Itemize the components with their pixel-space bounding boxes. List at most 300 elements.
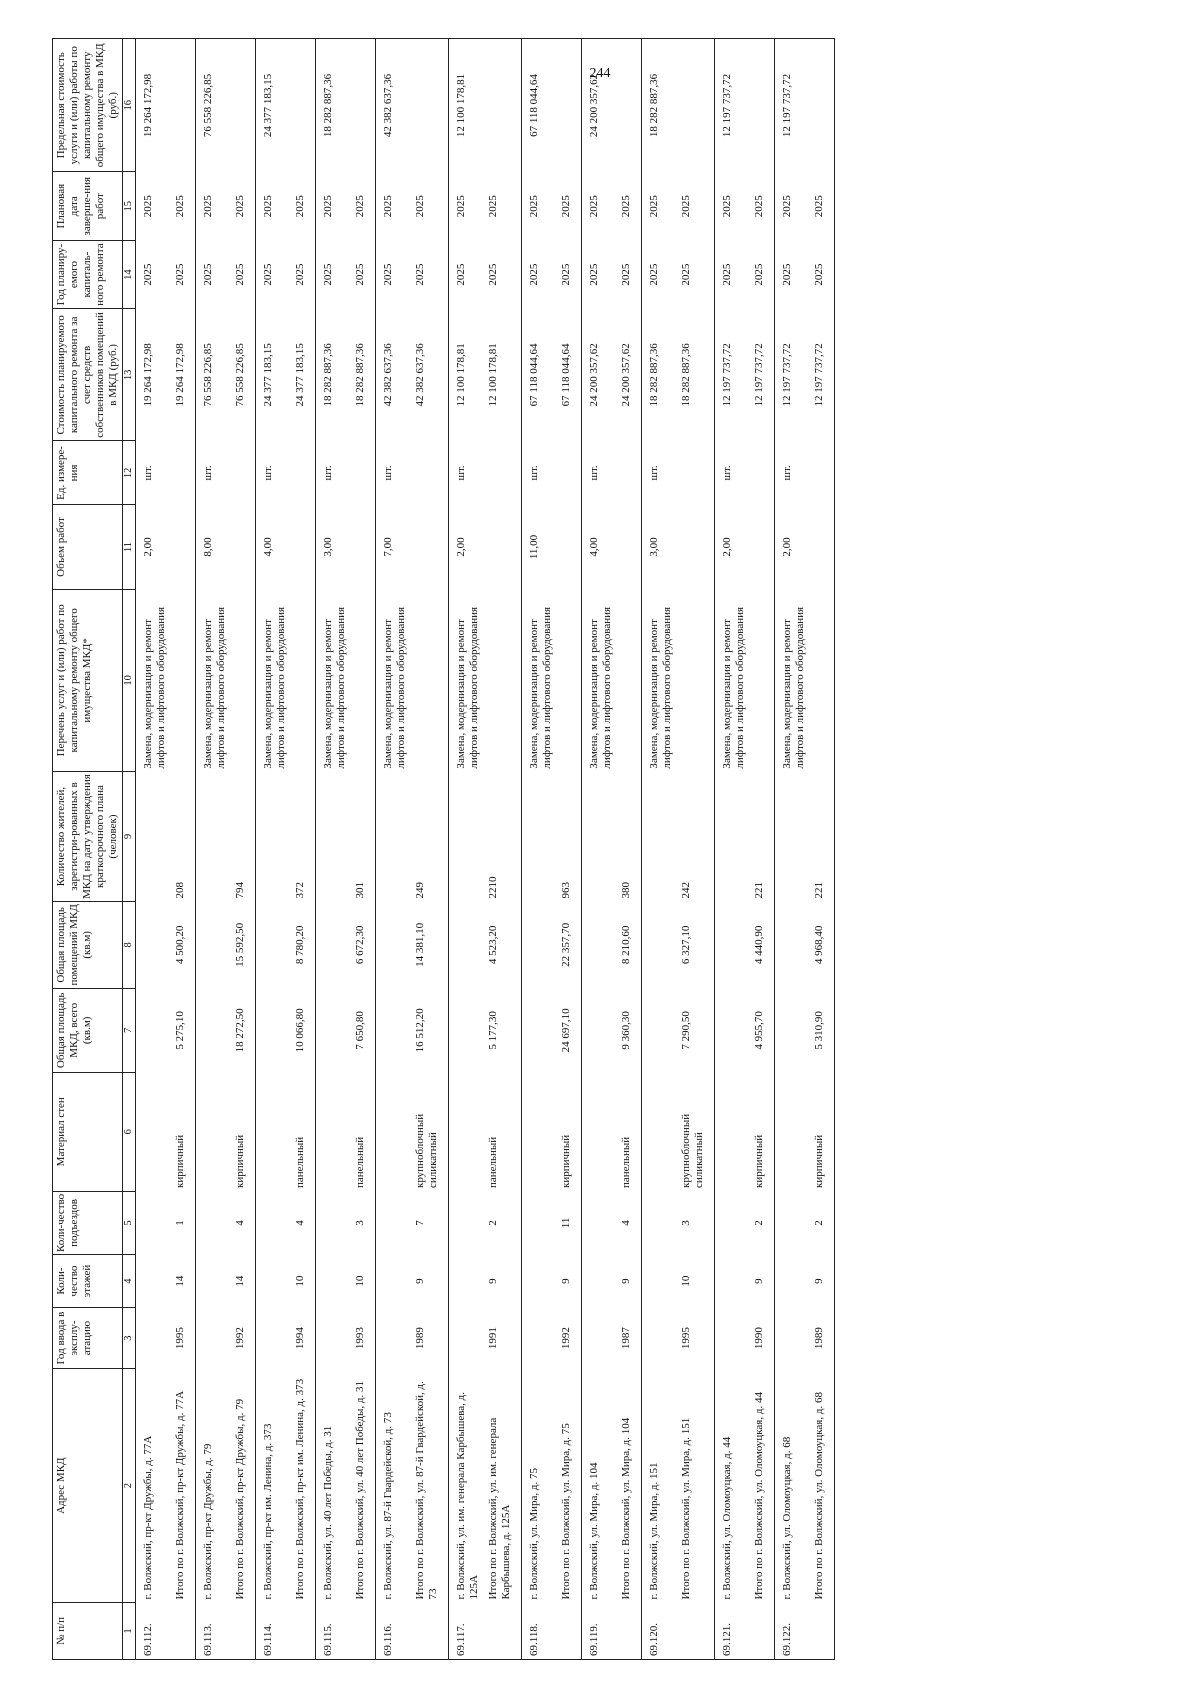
cell-limit-cost: 19 264 172,98 (136, 39, 171, 173)
cell-entrances (775, 1191, 810, 1255)
cell-material (256, 1072, 291, 1191)
cell-material (582, 1072, 617, 1191)
cell-year (715, 1307, 750, 1369)
cell-floors: 10 (354, 1275, 366, 1287)
cell-area-rooms (582, 902, 617, 989)
header-cell: Материал стен (53, 1072, 123, 1191)
cell-limit-cost (410, 39, 449, 173)
cell-work (616, 589, 642, 771)
cell-finish-date: 2025 (174, 195, 186, 218)
cell-year: 1992 (234, 1327, 246, 1350)
cell-number (350, 1603, 376, 1660)
cell-finish-date: 2025 (414, 195, 426, 218)
cell-area-total: 4 955,70 (753, 1011, 765, 1050)
cell-volume: 11,00 (522, 505, 557, 589)
cell-residents: 372 (294, 882, 306, 899)
cell-limit-cost: 18 282 887,36 (642, 39, 677, 173)
cell-year (136, 1307, 171, 1369)
cell-repair-year: 2025 (715, 240, 750, 308)
cell-address: Итого по г. Волжский, ул. Оломоуцкая, д. 68 (809, 1369, 835, 1603)
cell-entrances: 4 (294, 1220, 306, 1226)
header-cell: Ед. измере-ния (53, 441, 123, 505)
column-number: 6 (123, 1072, 136, 1191)
cell-address: Итого по г. Волжский, ул. 40 лет Победы, д. 31 (354, 1381, 366, 1600)
cell-repair-year: 2025 (174, 263, 186, 286)
cell-finish-date: 2025 (680, 195, 692, 218)
cell-volume (483, 505, 522, 589)
cell-entrances (582, 1191, 617, 1255)
cell-material: панельный (354, 1136, 366, 1189)
cell-number (676, 1603, 715, 1660)
cell-residents (775, 772, 810, 902)
cell-unit: шт. (775, 441, 810, 505)
cell-area-rooms: 14 381,10 (414, 922, 426, 967)
cell-year (316, 1307, 351, 1369)
cell-number (170, 1603, 196, 1660)
cell-year (775, 1307, 810, 1369)
cell-limit-cost: 76 558 226,85 (196, 39, 231, 173)
cell-unit (410, 441, 449, 505)
table-body (136, 39, 835, 1660)
cell-unit: шт. (256, 441, 291, 505)
column-number: 2 (123, 1369, 136, 1603)
cell-work: Замена, модернизация и ремонт лифтов и лифтового оборудования (775, 589, 810, 771)
table-row (316, 39, 351, 1660)
cell-finish-date: 2025 (316, 172, 351, 240)
cell-area-total: 9 360,30 (620, 1011, 632, 1050)
table-row-total (350, 39, 376, 1660)
cell-residents (715, 772, 750, 902)
cell-work: Замена, модернизация и ремонт лифтов и лифтового оборудования (376, 589, 411, 771)
cell-unit (749, 441, 775, 505)
cell-repair-year: 2025 (136, 240, 171, 308)
cell-finish-date: 2025 (136, 172, 171, 240)
table-row (196, 39, 231, 1660)
cell-volume (556, 505, 582, 589)
cell-entrances (522, 1191, 557, 1255)
cell-limit-cost (616, 39, 642, 173)
column-number: 8 (123, 902, 136, 989)
cell-unit (556, 441, 582, 505)
cell-unit: шт. (449, 441, 484, 505)
cell-floors (196, 1255, 231, 1307)
cell-entrances: 2 (487, 1220, 499, 1226)
cell-repair-year: 2025 (809, 240, 835, 308)
column-number: 12 (123, 441, 136, 505)
cell-residents (316, 772, 351, 902)
cell-volume: 8,00 (196, 505, 231, 589)
cell-cost: 42 382 637,36 (414, 343, 426, 407)
cell-year: 1987 (620, 1327, 632, 1350)
cell-area-rooms: 4 440,90 (753, 925, 765, 965)
header-cell: Год ввода в эксплу-атацию (53, 1307, 123, 1369)
cell-year: 1991 (487, 1327, 499, 1350)
table-row-total (230, 39, 256, 1660)
header-cell: Общая площадь помещений МКД (кв.м) (53, 902, 123, 989)
cell-cost: 67 118 044,64 (522, 309, 557, 441)
cell-repair-year: 2025 (775, 240, 810, 308)
cell-unit: шт. (522, 441, 557, 505)
cell-material (316, 1072, 351, 1191)
cell-repair-year: 2025 (376, 240, 411, 308)
column-number: 9 (123, 772, 136, 902)
cell-floors: 9 (560, 1278, 572, 1284)
table-row (136, 39, 171, 1660)
cell-area-rooms (522, 902, 557, 989)
cell-material: панельный (620, 1136, 632, 1189)
cell-finish-date: 2025 (522, 172, 557, 240)
cell-work (230, 589, 256, 771)
column-number: 7 (123, 988, 136, 1072)
cell-area-rooms: 8 780,20 (294, 925, 306, 965)
cell-entrances (715, 1191, 750, 1255)
cell-cost: 18 282 887,36 (642, 309, 677, 441)
cell-year (196, 1307, 231, 1369)
cell-finish-date: 2025 (582, 172, 617, 240)
cell-volume (290, 505, 316, 589)
cell-number: 69.117. (449, 1603, 484, 1660)
cell-address: Итого по г. Волжский, ул. Мира, д. 151 (680, 1417, 692, 1600)
cell-unit (230, 441, 256, 505)
cell-number: 69.114. (256, 1603, 291, 1660)
cell-entrances (449, 1191, 484, 1255)
cell-entrances: 2 (753, 1220, 765, 1226)
table-row (582, 39, 617, 1660)
table-row-total (483, 39, 522, 1660)
cell-cost: 18 282 887,36 (680, 343, 692, 407)
column-number-row (123, 39, 136, 1660)
cell-cost: 12 197 737,72 (809, 309, 835, 441)
cell-area-total: 10 066,80 (294, 1008, 306, 1053)
cell-unit (483, 441, 522, 505)
cell-unit (809, 441, 835, 505)
cell-finish-date: 2025 (560, 195, 572, 218)
cell-cost: 18 282 887,36 (316, 309, 351, 441)
cell-volume (809, 505, 835, 589)
cell-floors: 9 (620, 1278, 632, 1284)
cell-residents (582, 772, 617, 902)
cell-limit-cost: 12 197 737,72 (775, 39, 810, 173)
cell-work: Замена, модернизация и ремонт лифтов и лифтового оборудования (196, 589, 231, 771)
cell-residents (136, 772, 171, 902)
cell-work (410, 589, 449, 771)
header-cell: Адрес МКД (53, 1369, 123, 1603)
cell-year: 1989 (809, 1307, 835, 1369)
cell-finish-date: 2025 (620, 195, 632, 218)
cell-floors: 9 (487, 1278, 499, 1284)
cell-residents (522, 772, 557, 902)
cell-cost: 42 382 637,36 (376, 309, 411, 441)
capital-repair-table (52, 38, 835, 1660)
cell-area-rooms (715, 902, 750, 989)
cell-repair-year: 2025 (294, 263, 306, 286)
cell-area-rooms: 4 523,20 (487, 925, 499, 965)
cell-number: 69.120. (642, 1603, 677, 1660)
cell-work (483, 589, 522, 771)
cell-work: Замена, модернизация и ремонт лифтов и лифтового оборудования (136, 589, 171, 771)
cell-material (522, 1072, 557, 1191)
cell-area-total (136, 988, 171, 1072)
rotated-table-container (52, 38, 1144, 1660)
cell-cost: 24 377 183,15 (256, 309, 291, 441)
column-number: 16 (123, 39, 136, 173)
cell-number (749, 1603, 775, 1660)
cell-area-rooms: 15 592,50 (234, 922, 246, 967)
cell-floors: 14 (234, 1275, 246, 1287)
cell-work (556, 589, 582, 771)
cell-residents: 380 (620, 882, 632, 899)
cell-entrances (136, 1191, 171, 1255)
cell-area-total: 18 272,50 (234, 1008, 246, 1053)
table-row-total (410, 39, 449, 1660)
header-cell: № п/п (53, 1603, 123, 1660)
header-cell: Предельная стоимость услуги и (или) работы по капитальному ремонту общего имущества в МКД (руб.) (53, 39, 123, 173)
header-cell: Перечень услуг и (или) работ по капитальному ремонту общего имущества МКД* (53, 589, 123, 771)
cell-material: панельный (487, 1136, 499, 1189)
cell-area-rooms: 22 357,70 (560, 922, 572, 967)
cell-area-total (449, 988, 484, 1072)
cell-finish-date: 2025 (753, 195, 765, 218)
cell-material: кирпичный (174, 1134, 186, 1189)
cell-repair-year: 2025 (642, 240, 677, 308)
cell-volume: 3,00 (316, 505, 351, 589)
header-cell: Стоимость планируемого капитального ремонта за счет средств собственников помещений в МКД (руб.) (53, 309, 123, 441)
cell-area-rooms: 4 500,20 (174, 925, 186, 965)
table-row-total (676, 39, 715, 1660)
cell-volume (350, 505, 376, 589)
cell-address: Итого по г. Волжский, ул. Мира, д. 75 (560, 1423, 572, 1600)
cell-residents (449, 772, 484, 902)
cell-address: Итого по г. Волжский, пр-кт Дружбы, д. 79 (234, 1398, 246, 1600)
header-cell: Количество жителей, зарегистри-рованных в МКД на дату утверждения краткосрочного плана (человек) (53, 772, 123, 902)
cell-finish-date: 2025 (256, 172, 291, 240)
cell-floors (522, 1255, 557, 1307)
cell-residents: 249 (414, 882, 426, 899)
cell-material: панельный (294, 1136, 306, 1189)
table-row-total (290, 39, 316, 1660)
cell-cost: 76 558 226,85 (196, 309, 231, 441)
cell-address: Итого по г. Волжский, ул. Оломоуцкая, д. 44 (753, 1392, 765, 1600)
cell-repair-year: 2025 (487, 263, 499, 286)
cell-volume (749, 505, 775, 589)
column-number: 1 (123, 1603, 136, 1660)
cell-residents: 2210 (487, 876, 499, 899)
cell-cost: 12 197 737,72 (753, 343, 765, 407)
cell-limit-cost (290, 39, 316, 173)
cell-unit (350, 441, 376, 505)
cell-entrances (642, 1191, 677, 1255)
cell-floors: 9 (414, 1278, 426, 1284)
cell-finish-date: 2025 (642, 172, 677, 240)
column-number: 4 (123, 1255, 136, 1307)
cell-repair-year: 2025 (256, 240, 291, 308)
cell-repair-year: 2025 (414, 263, 426, 286)
cell-entrances (316, 1191, 351, 1255)
cell-number: 69.113. (196, 1603, 231, 1660)
cell-cost: 24 200 357,62 (582, 309, 617, 441)
column-number: 13 (123, 309, 136, 441)
cell-number: 69.112. (136, 1603, 171, 1660)
cell-floors (582, 1255, 617, 1307)
cell-unit: шт. (582, 441, 617, 505)
cell-residents: 794 (234, 882, 246, 899)
column-number: 10 (123, 589, 136, 771)
cell-area-total: 5 275,10 (174, 1011, 186, 1050)
cell-material (642, 1072, 677, 1191)
header-cell: Коли-чество подъездов (53, 1191, 123, 1255)
cell-unit (170, 441, 196, 505)
cell-floors (775, 1255, 810, 1307)
cell-floors (316, 1255, 351, 1307)
cell-volume: 4,00 (256, 505, 291, 589)
cell-volume: 2,00 (775, 505, 810, 589)
cell-entrances: 4 (234, 1220, 246, 1226)
cell-number: 69.118. (522, 1603, 557, 1660)
cell-residents: 208 (174, 882, 186, 899)
cell-year: 1992 (560, 1327, 572, 1350)
cell-floors (376, 1255, 411, 1307)
column-number: 5 (123, 1191, 136, 1255)
cell-repair-year: 2025 (753, 263, 765, 286)
cell-area-total: 7 650,80 (354, 1011, 366, 1050)
table-row (775, 39, 810, 1660)
cell-number (410, 1603, 449, 1660)
header-cell: Общая площадь МКД, всего (кв.м) (53, 988, 123, 1072)
cell-area-total (775, 988, 810, 1072)
cell-work: Замена, модернизация и ремонт лифтов и лифтового оборудования (522, 589, 557, 771)
cell-repair-year: 2025 (582, 240, 617, 308)
cell-volume (616, 505, 642, 589)
cell-cost: 24 200 357,62 (620, 343, 632, 407)
cell-number: 69.116. (376, 1603, 411, 1660)
cell-volume: 3,00 (642, 505, 677, 589)
cell-number (483, 1603, 522, 1660)
cell-work: Замена, модернизация и ремонт лифтов и лифтового оборудования (449, 589, 484, 771)
table-row-total (556, 39, 582, 1660)
cell-year (582, 1307, 617, 1369)
cell-material: кирпичный (234, 1134, 246, 1189)
cell-area-rooms (449, 902, 484, 989)
cell-work (170, 589, 196, 771)
cell-cost: 67 118 044,64 (560, 343, 572, 407)
table-row-total (749, 39, 775, 1660)
cell-address: Итого по г. Волжский, ул. Мира, д. 104 (620, 1417, 632, 1600)
cell-area-total: 5 177,30 (487, 1011, 499, 1050)
table-row-total (809, 39, 835, 1660)
cell-year: 1994 (294, 1327, 306, 1350)
cell-address: г. Волжский, ул. 87-й Гвардейской, д. 73 (376, 1369, 411, 1603)
cell-limit-cost (676, 39, 715, 173)
cell-unit: шт. (376, 441, 411, 505)
table-row (642, 39, 677, 1660)
cell-entrances (376, 1191, 411, 1255)
cell-work: Замена, модернизация и ремонт лифтов и лифтового оборудования (316, 589, 351, 771)
cell-volume (410, 505, 449, 589)
cell-year: 1995 (174, 1327, 186, 1350)
cell-cost: 12 100 178,81 (449, 309, 484, 441)
cell-area-total (522, 988, 557, 1072)
cell-work: Замена, модернизация и ремонт лифтов и лифтового оборудования (642, 589, 677, 771)
cell-address: г. Волжский, ул. им. генерала Карбышева, д. 125А (449, 1369, 484, 1603)
cell-repair-year: 2025 (620, 263, 632, 286)
cell-number: 69.115. (316, 1603, 351, 1660)
cell-area-rooms (256, 902, 291, 989)
cell-floors: 14 (174, 1275, 186, 1287)
cell-material: кирпичный (753, 1134, 765, 1189)
cell-material (136, 1072, 171, 1191)
cell-floors (449, 1255, 484, 1307)
column-number: 15 (123, 172, 136, 240)
cell-limit-cost: 24 377 183,15 (256, 39, 291, 173)
cell-cost: 76 558 226,85 (234, 343, 246, 407)
header-cell: Коли-чество этажей (53, 1255, 123, 1307)
cell-floors (256, 1255, 291, 1307)
page-number: 244 (589, 66, 611, 81)
cell-residents: 242 (680, 882, 692, 899)
cell-material (196, 1072, 231, 1191)
cell-area-rooms (136, 902, 171, 989)
cell-area-rooms (775, 902, 810, 989)
cell-volume: 2,00 (715, 505, 750, 589)
cell-entrances (256, 1191, 291, 1255)
cell-area-rooms: 4 968,40 (809, 902, 835, 989)
cell-entrances: 4 (620, 1220, 632, 1226)
cell-volume: 2,00 (449, 505, 484, 589)
cell-year (449, 1307, 484, 1369)
cell-limit-cost: 24 200 357,62 (582, 39, 617, 173)
cell-finish-date: 2025 (354, 195, 366, 218)
cell-floors: 10 (294, 1275, 306, 1287)
header-cell: Объем работ (53, 505, 123, 589)
cell-address: г. Волжский, ул. 40 лет Победы, д. 31 (316, 1369, 351, 1603)
cell-limit-cost: 12 100 178,81 (449, 39, 484, 173)
cell-number (290, 1603, 316, 1660)
column-number: 11 (123, 505, 136, 589)
cell-work (350, 589, 376, 771)
cell-finish-date: 2025 (376, 172, 411, 240)
cell-floors (642, 1255, 677, 1307)
cell-limit-cost (350, 39, 376, 173)
cell-area-rooms: 6 672,30 (354, 925, 366, 965)
cell-area-total (376, 988, 411, 1072)
cell-floors: 9 (753, 1278, 765, 1284)
cell-year: 1995 (680, 1327, 692, 1350)
cell-material (376, 1072, 411, 1191)
cell-volume (676, 505, 715, 589)
cell-unit (676, 441, 715, 505)
cell-finish-date: 2025 (234, 195, 246, 218)
cell-year: 1993 (354, 1327, 366, 1350)
cell-area-total: 16 512,20 (414, 1008, 426, 1053)
cell-volume (170, 505, 196, 589)
cell-volume (230, 505, 256, 589)
cell-repair-year: 2025 (354, 263, 366, 286)
header-row (53, 39, 123, 1660)
cell-work (290, 589, 316, 771)
cell-address: Итого по г. Волжский, пр-кт им. Ленина, д. 373 (294, 1378, 306, 1600)
cell-year: 1989 (414, 1327, 426, 1350)
cell-finish-date: 2025 (715, 172, 750, 240)
cell-number: 69.122. (775, 1603, 810, 1660)
cell-residents: 221 (809, 772, 835, 902)
column-number: 3 (123, 1307, 136, 1369)
cell-limit-cost: 12 197 737,72 (715, 39, 750, 173)
cell-area-rooms (316, 902, 351, 989)
cell-unit (290, 441, 316, 505)
table-row (376, 39, 411, 1660)
cell-volume: 2,00 (136, 505, 171, 589)
cell-address: г. Волжский, ул. Мира, д. 75 (522, 1369, 557, 1603)
